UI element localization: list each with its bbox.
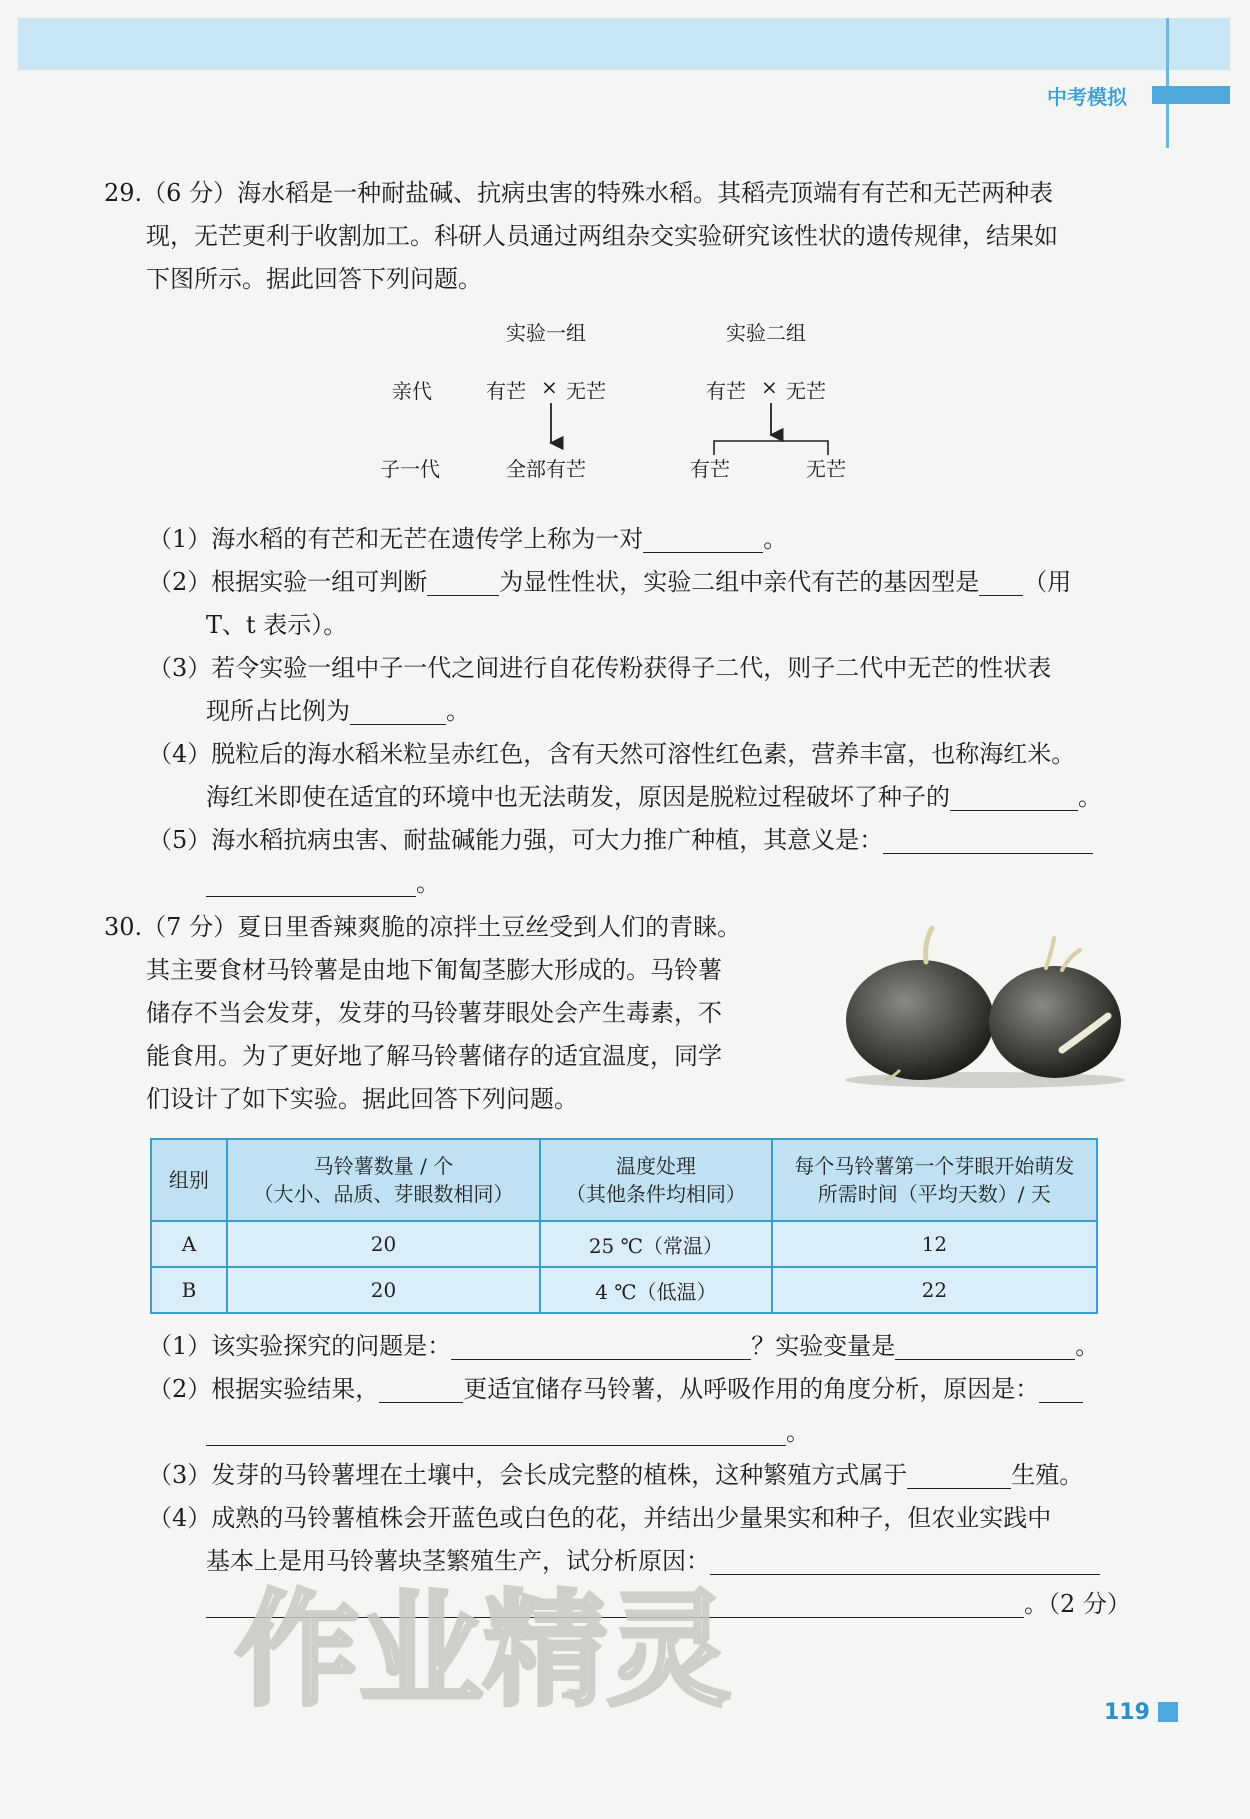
q30-p4b: 基本上是用马铃薯块茎繁殖生产，试分析原因： (206, 1547, 710, 1575)
q29-p3b: 现所占比例为 (206, 697, 350, 725)
q30-p3a: （3）发芽的马铃薯埋在土壤中，会长成完整的植株，这种繁殖方式属于 (148, 1461, 908, 1489)
q30-intro-line: 能食用。为了更好地了解马铃薯储存的适宜温度，同学 (146, 1042, 722, 1070)
g2-child-a: 有芒 (690, 457, 730, 481)
answer-blank[interactable] (979, 594, 1023, 596)
q30-p4-end: 。（2 分） (1024, 1590, 1131, 1618)
answer-blank[interactable] (350, 723, 446, 725)
q30-p2-end: 。 (786, 1418, 810, 1446)
table-row (151, 1267, 1097, 1313)
table-header-row (151, 1139, 1097, 1221)
header-band (18, 18, 1230, 70)
g1-child: 全部有芒 (506, 457, 586, 481)
child-label: 子一代 (380, 457, 440, 481)
q29-p3-end: 。 (446, 697, 470, 725)
table-cell: 12 (772, 1221, 1097, 1267)
table-cell: B (151, 1267, 227, 1313)
q30-intro-line: 们设计了如下实验。据此回答下列问题。 (146, 1085, 578, 1113)
q29-p4b: 海红米即使在适宜的环境中也无法萌发，原因是脱粒过程破坏了种子的 (206, 783, 950, 811)
group2-title: 实验二组 (726, 321, 806, 345)
q29-intro-line: 现，无芒更利于收割加工。科研人员通过两组杂交实验研究该性状的遗传规律，结果如 (146, 222, 1058, 250)
g2-parent-a: 有芒 (706, 379, 746, 403)
answer-blank[interactable] (451, 1358, 751, 1360)
question-30-intro (104, 906, 741, 1121)
answer-blank[interactable] (427, 594, 499, 596)
g2-parent-b: 无芒 (786, 379, 826, 403)
q30-intro-line: 30.（7 分）夏日里香辣爽脆的凉拌土豆丝受到人们的青睐。 (104, 913, 742, 941)
q30-intro-line: 储存不当会发芽，发芽的马铃薯芽眼处会产生毒素，不 (146, 999, 722, 1027)
q29-intro-line: 29.（6 分）海水稻是一种耐盐碱、抗病虫害的特殊水稻。其稻壳顶端有有芒和无芒两种表 (104, 179, 1054, 207)
section-label: 中考模拟 (1047, 85, 1127, 109)
answer-blank[interactable] (206, 895, 416, 897)
q29-p2d: T、t 表示）。 (206, 611, 348, 639)
answer-blank[interactable] (206, 1444, 786, 1446)
group1-title: 实验一组 (506, 321, 586, 345)
answer-blank[interactable] (379, 1401, 463, 1403)
diagram-arrows (370, 305, 890, 485)
header-text: 组别 (168, 1168, 209, 1192)
answer-blank[interactable] (950, 809, 1078, 811)
page-number: 119 (1104, 1700, 1150, 1725)
q29-p5-end: 。 (416, 869, 440, 897)
watermark (225, 1575, 785, 1715)
q29-p5: （5）海水稻抗病虫害、耐盐碱能力强，可大力推广种植，其意义是： (148, 826, 884, 854)
table-cell: 25 ℃（常温） (540, 1221, 772, 1267)
table-cell: 22 (772, 1267, 1097, 1313)
table-row (151, 1221, 1097, 1267)
q29-p2a: （2）根据实验一组可判断 (148, 568, 428, 596)
answer-blank[interactable] (643, 551, 763, 553)
q29-p1: （1）海水稻的有芒和无芒在遗传学上称为一对 (148, 525, 644, 553)
question-29-intro (104, 172, 1058, 301)
q29-subquestions (148, 518, 1102, 905)
table-cell: A (151, 1221, 227, 1267)
table-cell: 20 (227, 1221, 540, 1267)
experiment-table (150, 1138, 1098, 1314)
answer-blank[interactable] (883, 852, 1093, 854)
header-text: （大小、品质、芽眼数相同） (253, 1182, 514, 1206)
q29-p4a: （4）脱粒后的海水稻米粒呈赤红色，含有天然可溶性红色素，营养丰富，也称海红米。 (148, 740, 1076, 768)
header-divider (1166, 18, 1169, 148)
header-days (772, 1139, 1097, 1221)
q29-p1-end: 。 (763, 525, 788, 553)
q30-p4a: （4）成熟的马铃薯植株会开蓝色或白色的花，并结出少量果实和种子，但农业实践中 (148, 1504, 1052, 1532)
header-temperature (540, 1139, 772, 1221)
answer-blank[interactable] (895, 1358, 1075, 1360)
section-marker (1152, 86, 1230, 104)
q30-p2b: 更适宜储存马铃薯，从呼吸作用的角度分析，原因是： (463, 1375, 1040, 1403)
g2-branch (714, 441, 828, 455)
g2-cross-symbol: × (761, 375, 778, 399)
g1-parent-b: 无芒 (566, 379, 606, 403)
header-group (151, 1139, 227, 1221)
watermark-text: 作业精灵 (235, 1579, 732, 1715)
table-cell: 20 (227, 1267, 540, 1313)
header-text: 每个马铃薯第一个芽眼开始萌发 (794, 1154, 1075, 1178)
g1-parent-a: 有芒 (486, 379, 526, 403)
parent-label: 亲代 (392, 379, 432, 403)
q29-p2b: 为显性性状，实验二组中亲代有芒的基因型是 (499, 568, 980, 596)
q29-p2c: （用 (1023, 568, 1072, 596)
q29-intro-line: 下图所示。据此回答下列问题。 (146, 265, 482, 293)
q29-p3a: （3）若令实验一组中子一代之间进行自花传粉获得子二代，则子二代中无芒的性状表 (148, 654, 1052, 682)
header-text: 温度处理 (615, 1154, 696, 1178)
header-text: 马铃薯数量 / 个 (313, 1154, 454, 1178)
g2-child-b: 无芒 (806, 457, 846, 481)
q30-p1b: ？实验变量是 (751, 1332, 896, 1360)
page-number-marker (1158, 1702, 1178, 1722)
q30-p1a: （1）该实验探究的问题是： (148, 1332, 452, 1360)
q30-p1-end: 。 (1075, 1332, 1100, 1360)
answer-blank[interactable] (1039, 1401, 1083, 1403)
cross-diagram (370, 305, 890, 485)
table-cell: 4 ℃（低温） (540, 1267, 772, 1313)
q30-p3b: 生殖。 (1011, 1461, 1084, 1489)
q30-intro-line: 其主要食材马铃薯是由地下匍匐茎膨大形成的。马铃薯 (146, 956, 722, 984)
q30-p2a: （2）根据实验结果， (148, 1375, 380, 1403)
q29-p4-end: 。 (1078, 783, 1102, 811)
answer-blank[interactable] (907, 1487, 1011, 1489)
potato-photo (840, 920, 1130, 1090)
header-text: （其他条件均相同） (565, 1182, 746, 1206)
header-quantity (227, 1139, 540, 1221)
header-text: 所需时间（平均天数）/ 天 (817, 1182, 1051, 1206)
g1-cross-symbol: × (541, 375, 558, 399)
